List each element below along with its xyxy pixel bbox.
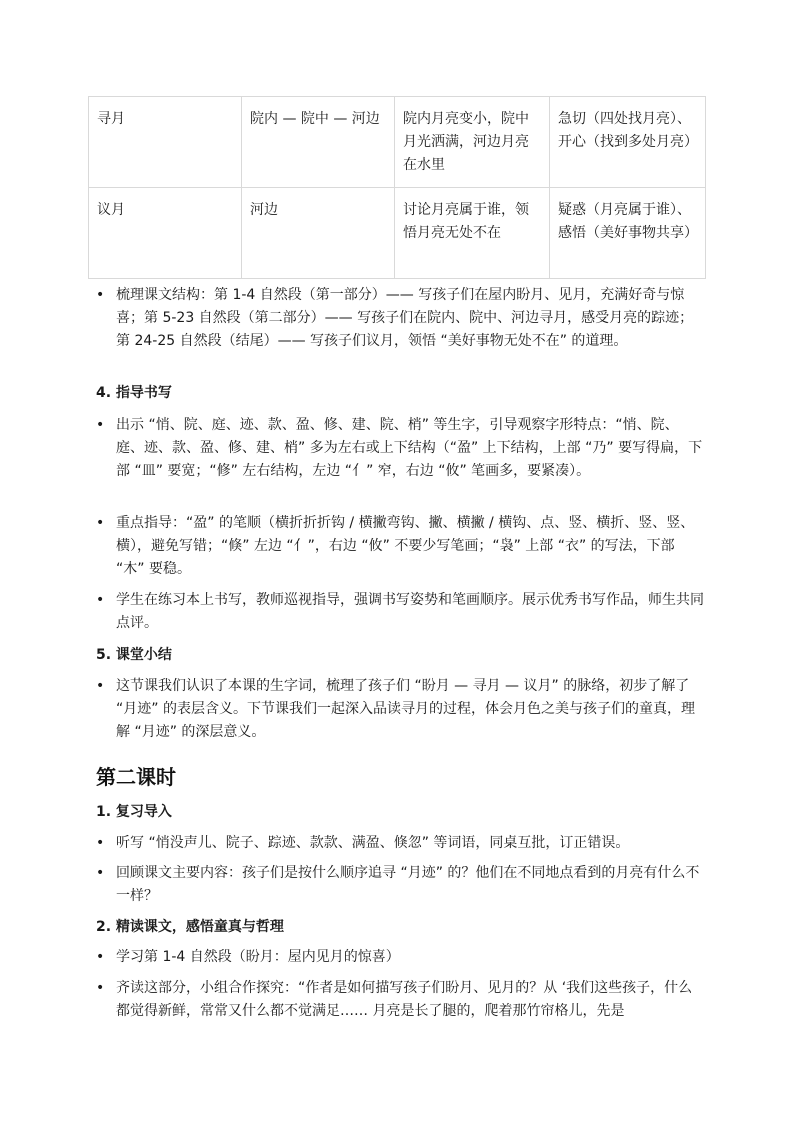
- bullet-marker: •: [96, 678, 105, 694]
- bullet-marker: •: [96, 287, 105, 303]
- list-item-text: 重点指导：“盈” 的笔顺（横折折折钩 / 横撇弯钩、撇、横撇 / 横钩、点、竖、横折、竖、竖、横），避免写错；“倏” 左边 “亻”，右边 “攸” 不要少写笔画；“袅” 上部 “衣” 的写法，下部 “木” 要稳。: [116, 515, 695, 577]
- section-heading: 1. 复习导入: [96, 804, 172, 820]
- section-heading: 2. 精读课文，感悟童真与哲理: [96, 919, 284, 935]
- section-heading: 4. 指导书写: [96, 385, 172, 401]
- bullet-marker: •: [96, 980, 105, 996]
- list-item: [96, 414, 706, 483]
- bullet-marker: •: [96, 835, 105, 851]
- lesson-structure-table: [88, 96, 706, 279]
- bullet-marker: •: [96, 865, 105, 881]
- lesson-title: 第二课时: [96, 765, 176, 789]
- list-item: [96, 512, 706, 581]
- list-item: [96, 284, 706, 353]
- table-cell: 院内 — 院中 — 河边: [242, 97, 395, 188]
- list-item-text: 梳理课文结构：第 1-4 自然段（第一部分）—— 写孩子们在屋内盼月、见月，充满好奇与惊喜；第 5-23 自然段（第二部分）—— 写孩子们在院内、院中、河边寻月，感受月亮的踪迹；第 24-25 自然段（结尾）—— 写孩子们议月，领悟 “美好事物无处不在” 的道理。: [116, 287, 694, 349]
- table-row: [89, 188, 706, 279]
- table-cell: 疑惑（月亮属于谁）、感悟（美好事物共享）: [550, 188, 706, 279]
- table-cell: 寻月: [89, 97, 242, 188]
- table-row: [89, 97, 706, 188]
- table-cell: 讨论月亮属于谁，领悟月亮无处不在: [395, 188, 550, 279]
- list-item-text: 这节课我们认识了本课的生字词，梳理了孩子们 “盼月 — 寻月 — 议月” 的脉络，初步了解了 “月迹” 的表层含义。下节课我们一起深入品读寻月的过程，体会月色之美与孩子们的童真，理解 “月迹” 的深层意义。: [116, 678, 695, 740]
- list-item-text: 学习第 1-4 自然段（盼月：屋内见月的惊喜）: [116, 949, 400, 965]
- list-item-text: 学生在练习本上书写，教师巡视指导，强调书写姿势和笔画顺序。展示优秀书写作品，师生共同点评。: [116, 592, 704, 631]
- bullet-marker: •: [96, 592, 105, 608]
- list-item: [96, 589, 706, 635]
- table-cell: 河边: [242, 188, 395, 279]
- table-cell: 议月: [89, 188, 242, 279]
- list-item-text: 听写 “悄没声儿、院子、踪迹、款款、满盈、倏忽” 等词语，同桌互批，订正错误。: [116, 835, 630, 851]
- list-item: [96, 675, 706, 744]
- bullet-marker: •: [96, 417, 105, 433]
- list-item-text: 齐读这部分，小组合作探究：“作者是如何描写孩子们盼月、见月的？从 ‘我们这些孩子，什么都觉得新鲜，常常又什么都不觉满足…… 月亮是长了腿的，爬着那竹帘格儿，先是: [116, 980, 693, 1019]
- list-item: [96, 832, 706, 855]
- bullet-marker: •: [96, 949, 105, 965]
- bullet-marker: •: [96, 515, 105, 531]
- list-item: [96, 862, 706, 908]
- list-item: [96, 977, 706, 1023]
- table-cell: 急切（四处找月亮）、开心（找到多处月亮）: [550, 97, 706, 188]
- list-item: [96, 946, 706, 969]
- section-heading: 5. 课堂小结: [96, 647, 172, 663]
- table-cell: 院内月亮变小，院中月光洒满，河边月亮在水里: [395, 97, 550, 188]
- list-item-text: 回顾课文主要内容：孩子们是按什么顺序追寻 “月迹” 的？他们在不同地点看到的月亮有什么不一样？: [116, 865, 700, 904]
- list-item-text: 出示 “悄、院、庭、迹、款、盈、修、建、院、梢” 等生字，引导观察字形特点：“悄、院、庭、迹、款、盈、修、建、梢” 多为左右或上下结构（“盈” 上下结构，上部 “乃” 要写得扁，下部 “皿” 要宽；“修” 左右结构，左边 “亻” 窄，右边 “攸” 笔画多，要紧凑）。: [116, 417, 703, 479]
